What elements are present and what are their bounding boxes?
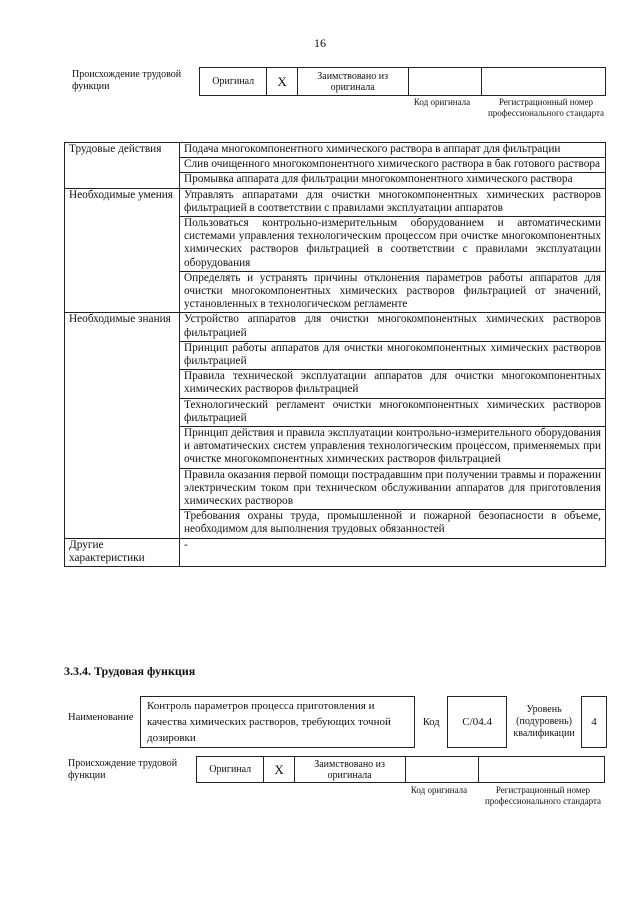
level-label: Уровень (подуровень) квалификации — [513, 704, 575, 739]
table-cell: Правила оказания первой помощи пострадавшим при получении травмы и поражении электрическим током при техническом обслуживании аппаратов для приготовления химических растворов — [180, 468, 606, 510]
origin-label-2: Происхождение трудовой функции — [68, 758, 178, 781]
reg-number-caption-2: Регистрационный номер профессионального стандарта — [484, 785, 602, 806]
function-table — [140, 696, 607, 748]
page-number: 16 — [314, 36, 326, 50]
section-heading: 3.3.4. Трудовая функция — [64, 664, 196, 678]
table-cell: Технологический регламент очистки многокомпонентных химических растворов фильтрацией — [180, 398, 606, 426]
level-value: 4 — [582, 697, 607, 748]
row-label-actions: Трудовые действия — [65, 143, 180, 189]
original-cell: Оригинал — [200, 68, 267, 96]
code-label: Код — [422, 716, 440, 728]
row-label-other: Другие характеристики — [65, 538, 180, 566]
table-cell: Правила технической эксплуатации аппаратов для очистки многокомпонентных химических растворов фильтрацией — [180, 370, 606, 398]
origin-reg-cell — [482, 68, 606, 96]
code-value: C/04.4 — [448, 697, 507, 748]
origin-reg-cell-2 — [479, 757, 605, 783]
table-cell: Требования охраны труда, промышленной и пожарной безопасности в объеме, необходимом для выполнения трудовых обязанностей — [180, 510, 606, 538]
original-cell-2: Оригинал — [197, 757, 264, 783]
borrowed-cell: Заимствовано из оригинала — [297, 68, 408, 96]
table-cell: Слив очищенного многокомпонентного химического раствора в бак готового раствора — [180, 158, 606, 173]
labor-function-table — [64, 142, 606, 567]
reg-number-caption: Регистрационный номер профессионального стандарта — [487, 97, 605, 118]
borrowed-cell-2: Заимствовано из оригинала — [294, 757, 405, 783]
table-cell: Управлять аппаратами для очистки многокомпонентных химических растворов фильтрацией в соответствии с правилами эксплуатации аппаратов — [180, 188, 606, 216]
row-label-skills: Необходимые умения — [65, 188, 180, 313]
origin-code-cell — [408, 68, 482, 96]
table-cell: Промывка аппарата для фильтрации многокомпонентного химического раствора — [180, 173, 606, 188]
origin-label: Происхождение трудовой функции — [72, 69, 182, 92]
table-cell: Принцип работы аппаратов для очистки многокомпонентных химических растворов фильтрацией — [180, 341, 606, 369]
table-cell: Пользоваться контрольно-измерительным оборудованием и автоматическими системами управления технологическим процессом при очистке многокомпонентных химических растворов фильтрацией в соответствии с правилами эксплуатации оборудования — [180, 217, 606, 272]
original-mark: X — [267, 68, 297, 96]
function-name: Контроль параметров процесса приготовления и качества химических растворов, требующих точной дозировки — [141, 697, 415, 748]
row-label-knowledge: Необходимые знания — [65, 313, 180, 538]
table-cell: Принцип действия и правила эксплуатации контрольно-измерительного оборудования и автоматических систем управления технологическим процессом, применяемых при очистке многокомпонентных химических растворов фильтрацией — [180, 427, 606, 469]
name-label: Наименование — [68, 712, 134, 723]
original-mark-2: X — [264, 757, 294, 783]
origin-table — [199, 67, 606, 96]
table-cell: Устройство аппаратов для очистки многокомпонентных химических растворов фильтрацией — [180, 313, 606, 341]
table-cell: Определять и устранять причины отклонения параметров работы аппаратов для очистки многокомпонентных химических растворов фильтрацией от значений, установленных в технологическом регламенте — [180, 271, 606, 313]
table-cell: Подача многокомпонентного химического раствора в аппарат для фильтрации — [180, 143, 606, 158]
origin-code-cell-2 — [405, 757, 479, 783]
origin-table-2 — [196, 756, 605, 783]
code-original-caption-2: Код оригинала — [410, 785, 468, 795]
table-cell: - — [180, 538, 606, 566]
code-original-caption: Код оригинала — [413, 97, 471, 107]
